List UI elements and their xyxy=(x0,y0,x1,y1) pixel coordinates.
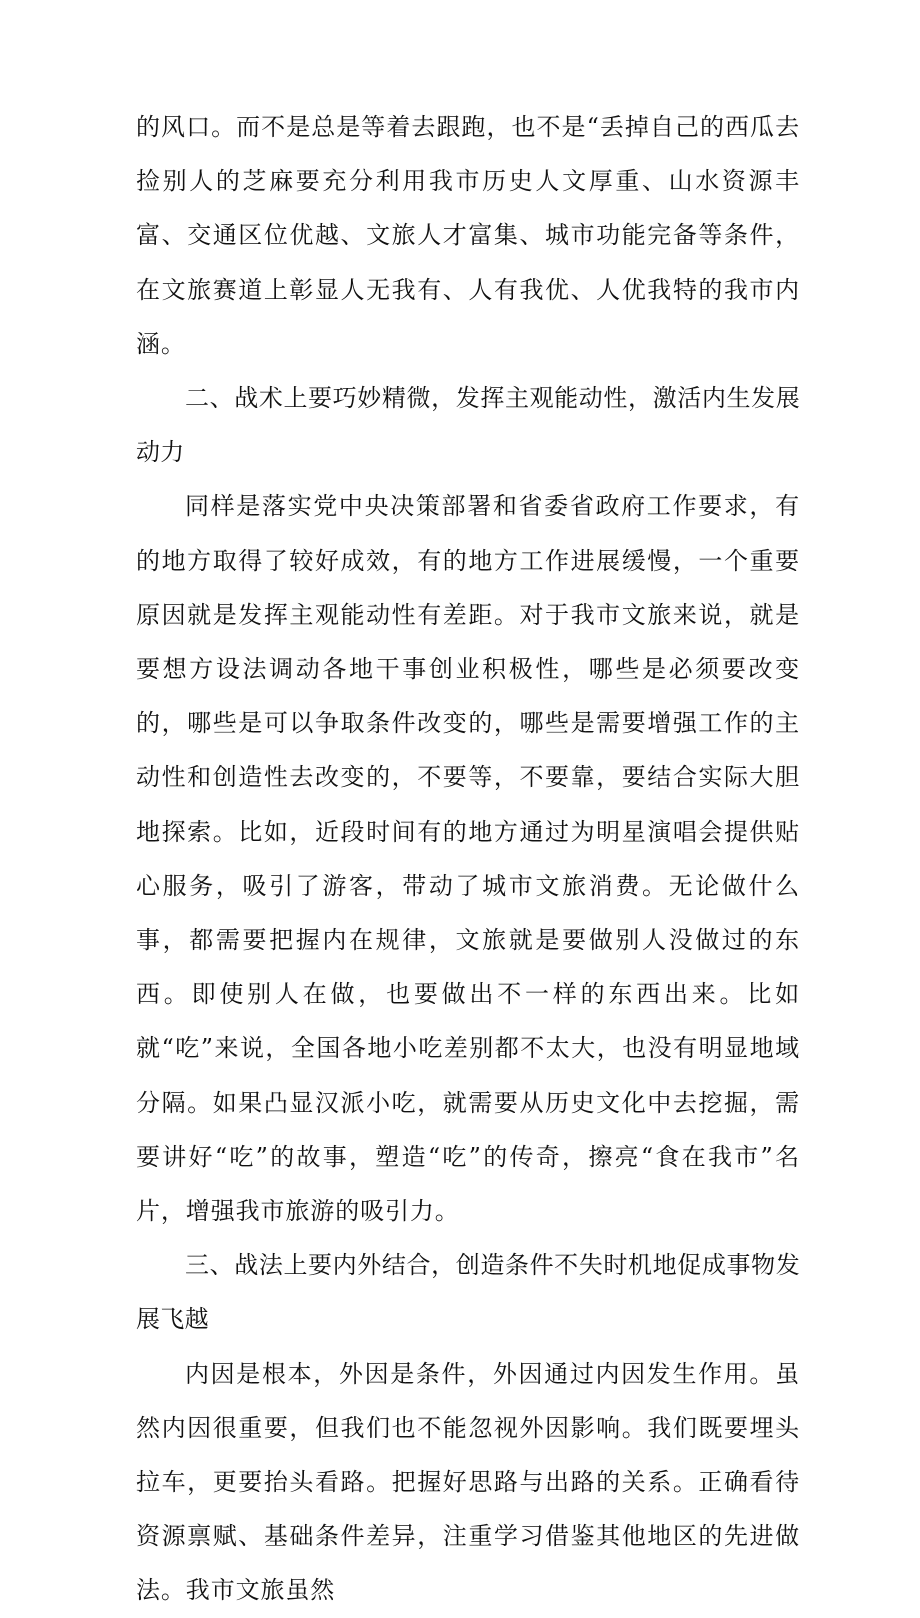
document-body xyxy=(136,100,800,1618)
section-heading-3: 三、战法上要内外结合，创造条件不失时机地促成事物发展飞越 xyxy=(136,1251,800,1334)
paragraph-intro: 的风口。而不是总是等着去跟跑，也不是“丢掉自己的西瓜去捡别人的芝麻要充分利用我市历史人文厚重、山水资源丰富、交通区位优越、文旅人才富集、城市功能完备等条件，在文旅赛道上彰显人无我有、人有我优、人优我特的我市内涵。 xyxy=(136,113,800,358)
paragraph-section-3: 内因是根本，外因是条件，外因通过内因发生作用。虽然内因很重要，但我们也不能忽视外因影响。我们既要埋头拉车，更要抬头看路。把握好思路与出路的关系。正确看待资源禀赋、基础条件差异，注重学习借鉴其他地区的先进做法。我市文旅虽然 xyxy=(136,1359,800,1605)
paragraph-section-2: 同样是落实党中央决策部署和省委省政府工作要求，有的地方取得了较好成效，有的地方工作进展缓慢，一个重要原因就是发挥主观能动性有差距。对于我市文旅来说，就是要想方设法调动各地干事创业积极性，哪些是必须要改变的，哪些是可以争取条件改变的，哪些是需要增强工作的主动性和创造性去改变的，不要等，不要靠，要结合实际大胆地探索。比如，近段时间有的地方通过为明星演唱会提供贴心服务，吸引了游客，带动了城市文旅消费。无论做什么事，都需要把握内在规律，文旅就是要做别人没做过的东西。即使别人在做，也要做出不一样的东西出来。比如就“吃”来说，全国各地小吃差别都不太大，也没有明显地域分隔。如果凸显汉派小吃，就需要从历史文化中去挖掘，需要讲好“吃”的故事，塑造“吃”的传奇，擦亮“食在我市”名片，增强我市旅游的吸引力。 xyxy=(136,492,800,1226)
section-heading-2: 二、战术上要巧妙精微，发挥主观能动性，激活内生发展动力 xyxy=(136,384,800,467)
